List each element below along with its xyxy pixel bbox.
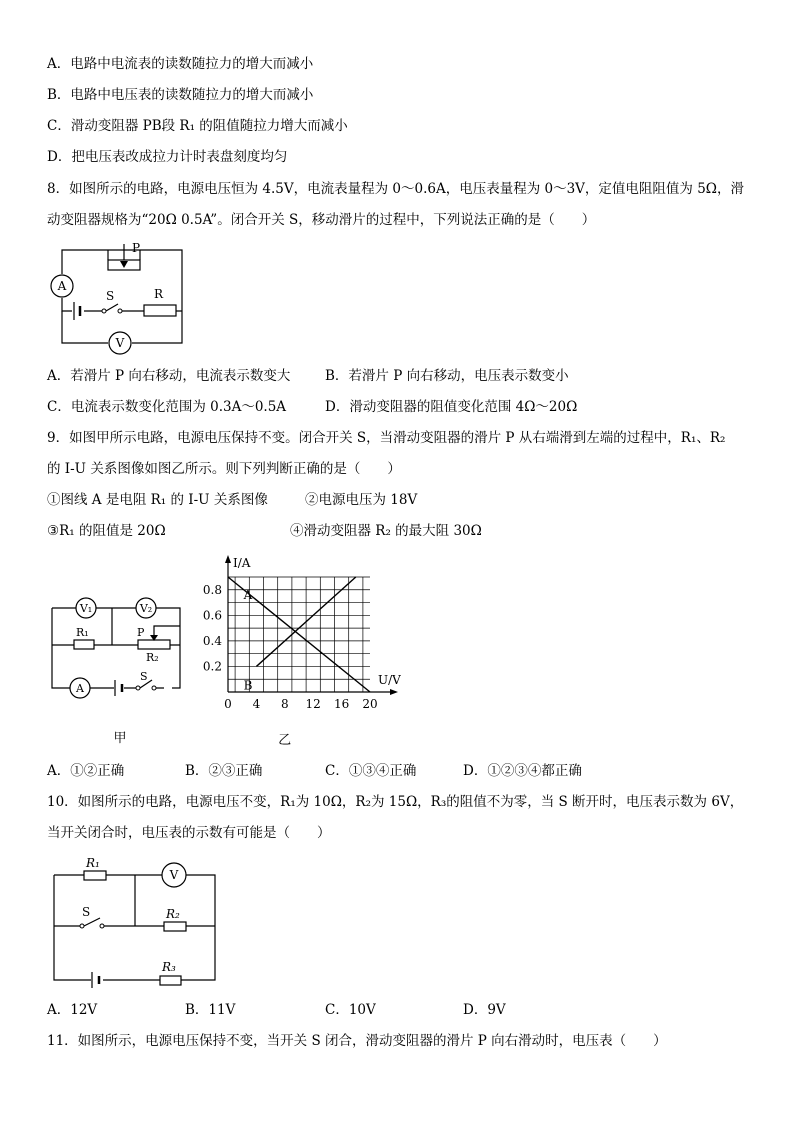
q7-option-d: D．把电压表改成拉力计时表盘刻度均匀: [47, 149, 288, 165]
q10-option-b: B．11V: [185, 1002, 236, 1018]
q8-stem-line1: 8．如图所示的电路，电源电压恒为 4.5V，电流表量程为 0～0.6A，电压表量程为 0～3V，定值电阻阻值为 5Ω，滑: [47, 181, 744, 197]
q9-stem-line2: 的 I-U 关系图像如图乙所示。则下列判断正确的是（ ）: [47, 461, 401, 477]
q8-circuit-diagram: [40, 238, 200, 360]
chart-x-tick-label: 4: [252, 697, 261, 711]
q10-circuit-diagram: [40, 852, 230, 992]
q9-label-v1: V₁: [79, 602, 93, 615]
q8-option-b: B．若滑片 P 向右移动，电压表示数变小: [325, 368, 569, 384]
q8-label-p: P: [132, 241, 141, 255]
q10-option-a: A．12V: [47, 1002, 98, 1018]
q10-stem-line2: 当开关闭合时，电压表的示数有可能是（ ）: [47, 825, 331, 841]
chart-x-tick-label: 20: [362, 697, 378, 711]
q9-statement-1: ①图线 A 是电阻 R₁ 的 I-U 关系图像: [47, 492, 268, 508]
q8-switch-contact-left: [102, 309, 106, 313]
q9-rheostat-r2: [138, 640, 170, 649]
chart-x-tick-label: 16: [333, 697, 350, 711]
q9-label-r2: R₂: [146, 651, 159, 664]
q8-resistor-r: [144, 305, 176, 316]
q9-switch-contact-left: [136, 686, 140, 690]
q9-switch-contact-right: [152, 686, 156, 690]
q9-label-v2: V₂: [139, 602, 153, 615]
q8-ammeter-label: A: [57, 279, 67, 293]
chart-x-axis-arrow: [390, 689, 398, 695]
q10-switch-contact-left: [80, 924, 84, 928]
q9-ammeter-label: A: [76, 682, 84, 695]
q9-statement-2: ②电源电压为 18V: [305, 492, 418, 508]
q10-label-r2: R₂: [166, 907, 180, 921]
q10-option-d: D．9V: [463, 1002, 506, 1018]
q9-chart-yi: [195, 548, 410, 748]
q8-switch-contact-right: [118, 309, 122, 313]
chart-x-tick-label: 12: [305, 697, 321, 711]
q9-resistor-r1: [74, 640, 94, 649]
q9-statement-3: ③R₁ 的阻值是 20Ω: [47, 523, 166, 539]
chart-y-axis-arrow: [225, 555, 231, 563]
q8-option-a: A．若滑片 P 向右移动，电流表示数变大: [47, 368, 291, 384]
q10-label-r1: R₁: [86, 856, 100, 870]
q8-option-d: D．滑动变阻器的阻值变化范围 4Ω～20Ω: [325, 399, 578, 415]
q10-resistor-r2: [164, 922, 186, 931]
q10-option-c: C．10V: [325, 1002, 376, 1018]
q7-option-a: A．电路中电流表的读数随拉力的增大而减小: [47, 56, 314, 72]
q8-label-s: S: [106, 289, 115, 303]
chart-x-tick-label: 8: [280, 697, 289, 711]
q10-switch-contact-right: [100, 924, 104, 928]
chart-series-label-a: A: [243, 587, 253, 602]
q9-statement-4: ④滑动变阻器 R₂ 的最大阻 30Ω: [290, 523, 482, 539]
q10-label-r3: R₃: [162, 960, 176, 974]
q11-stem-line1: 11．如图所示，电源电压保持不变，当开关 S 闭合，滑动变阻器的滑片 P 向右滑动时，电压表（ ）: [47, 1033, 667, 1049]
q9-option-c: C．①③④正确: [325, 763, 417, 779]
q9-label-r1: R₁: [76, 626, 89, 639]
q9-caption-jia: 甲: [113, 731, 127, 746]
chart-y-tick-label: 0.8: [202, 582, 222, 597]
chart-y-tick-label: 0.4: [202, 633, 222, 648]
chart-y-axis-label: I/A: [233, 556, 251, 570]
q10-resistor-r1: [84, 871, 106, 880]
q10-switch-blade: [84, 918, 100, 926]
q9-option-d: D．①②③④都正确: [463, 763, 582, 779]
q10-stem-line1: 10．如图所示的电路，电源电压不变，R₁为 10Ω，R₂为 15Ω，R₃的阻值不为零，当 S 断开时，电压表示数为 6V，: [47, 794, 744, 810]
q8-option-c: C．电流表示数变化范围为 0.3A～0.5A: [47, 399, 287, 415]
q10-label-s: S: [82, 905, 91, 919]
chart-caption-yi: 乙: [278, 733, 292, 748]
q7-option-b: B．电路中电压表的读数随拉力的增大而减小: [47, 87, 314, 103]
q7-option-c: C．滑动变阻器 PB段 R₁ 的阻值随拉力增大而减小: [47, 118, 348, 134]
q8-stem-line2: 动变阻器规格为“20Ω 0.5A”。闭合开关 S，移动滑片的过程中，下列说法正确的是（ ）: [47, 212, 596, 228]
q9-option-a: A．①②正确: [47, 763, 125, 779]
q9-stem-line1: 9．如图甲所示电路，电源电压保持不变。闭合开关 S，当滑动变阻器的滑片 P 从右端滑到左端的过程中，R₁、R₂: [47, 430, 726, 446]
chart-x-tick-label: 0: [224, 697, 232, 711]
q10-voltmeter-label: V: [169, 868, 179, 882]
q9-circuit-diagram-jia: [40, 590, 200, 750]
q9-option-b: B．②③正确: [185, 763, 263, 779]
chart-series-label-b: B: [243, 678, 253, 693]
chart-x-axis-label: U/V: [378, 673, 401, 687]
q8-label-r: R: [154, 287, 164, 301]
q8-voltmeter-label: V: [115, 336, 125, 350]
q9-label-p: P: [137, 626, 145, 639]
q9-label-s: S: [140, 670, 148, 683]
chart-y-tick-label: 0.6: [202, 608, 222, 623]
q10-resistor-r3: [160, 976, 181, 985]
chart-y-tick-label: 0.2: [202, 659, 222, 674]
